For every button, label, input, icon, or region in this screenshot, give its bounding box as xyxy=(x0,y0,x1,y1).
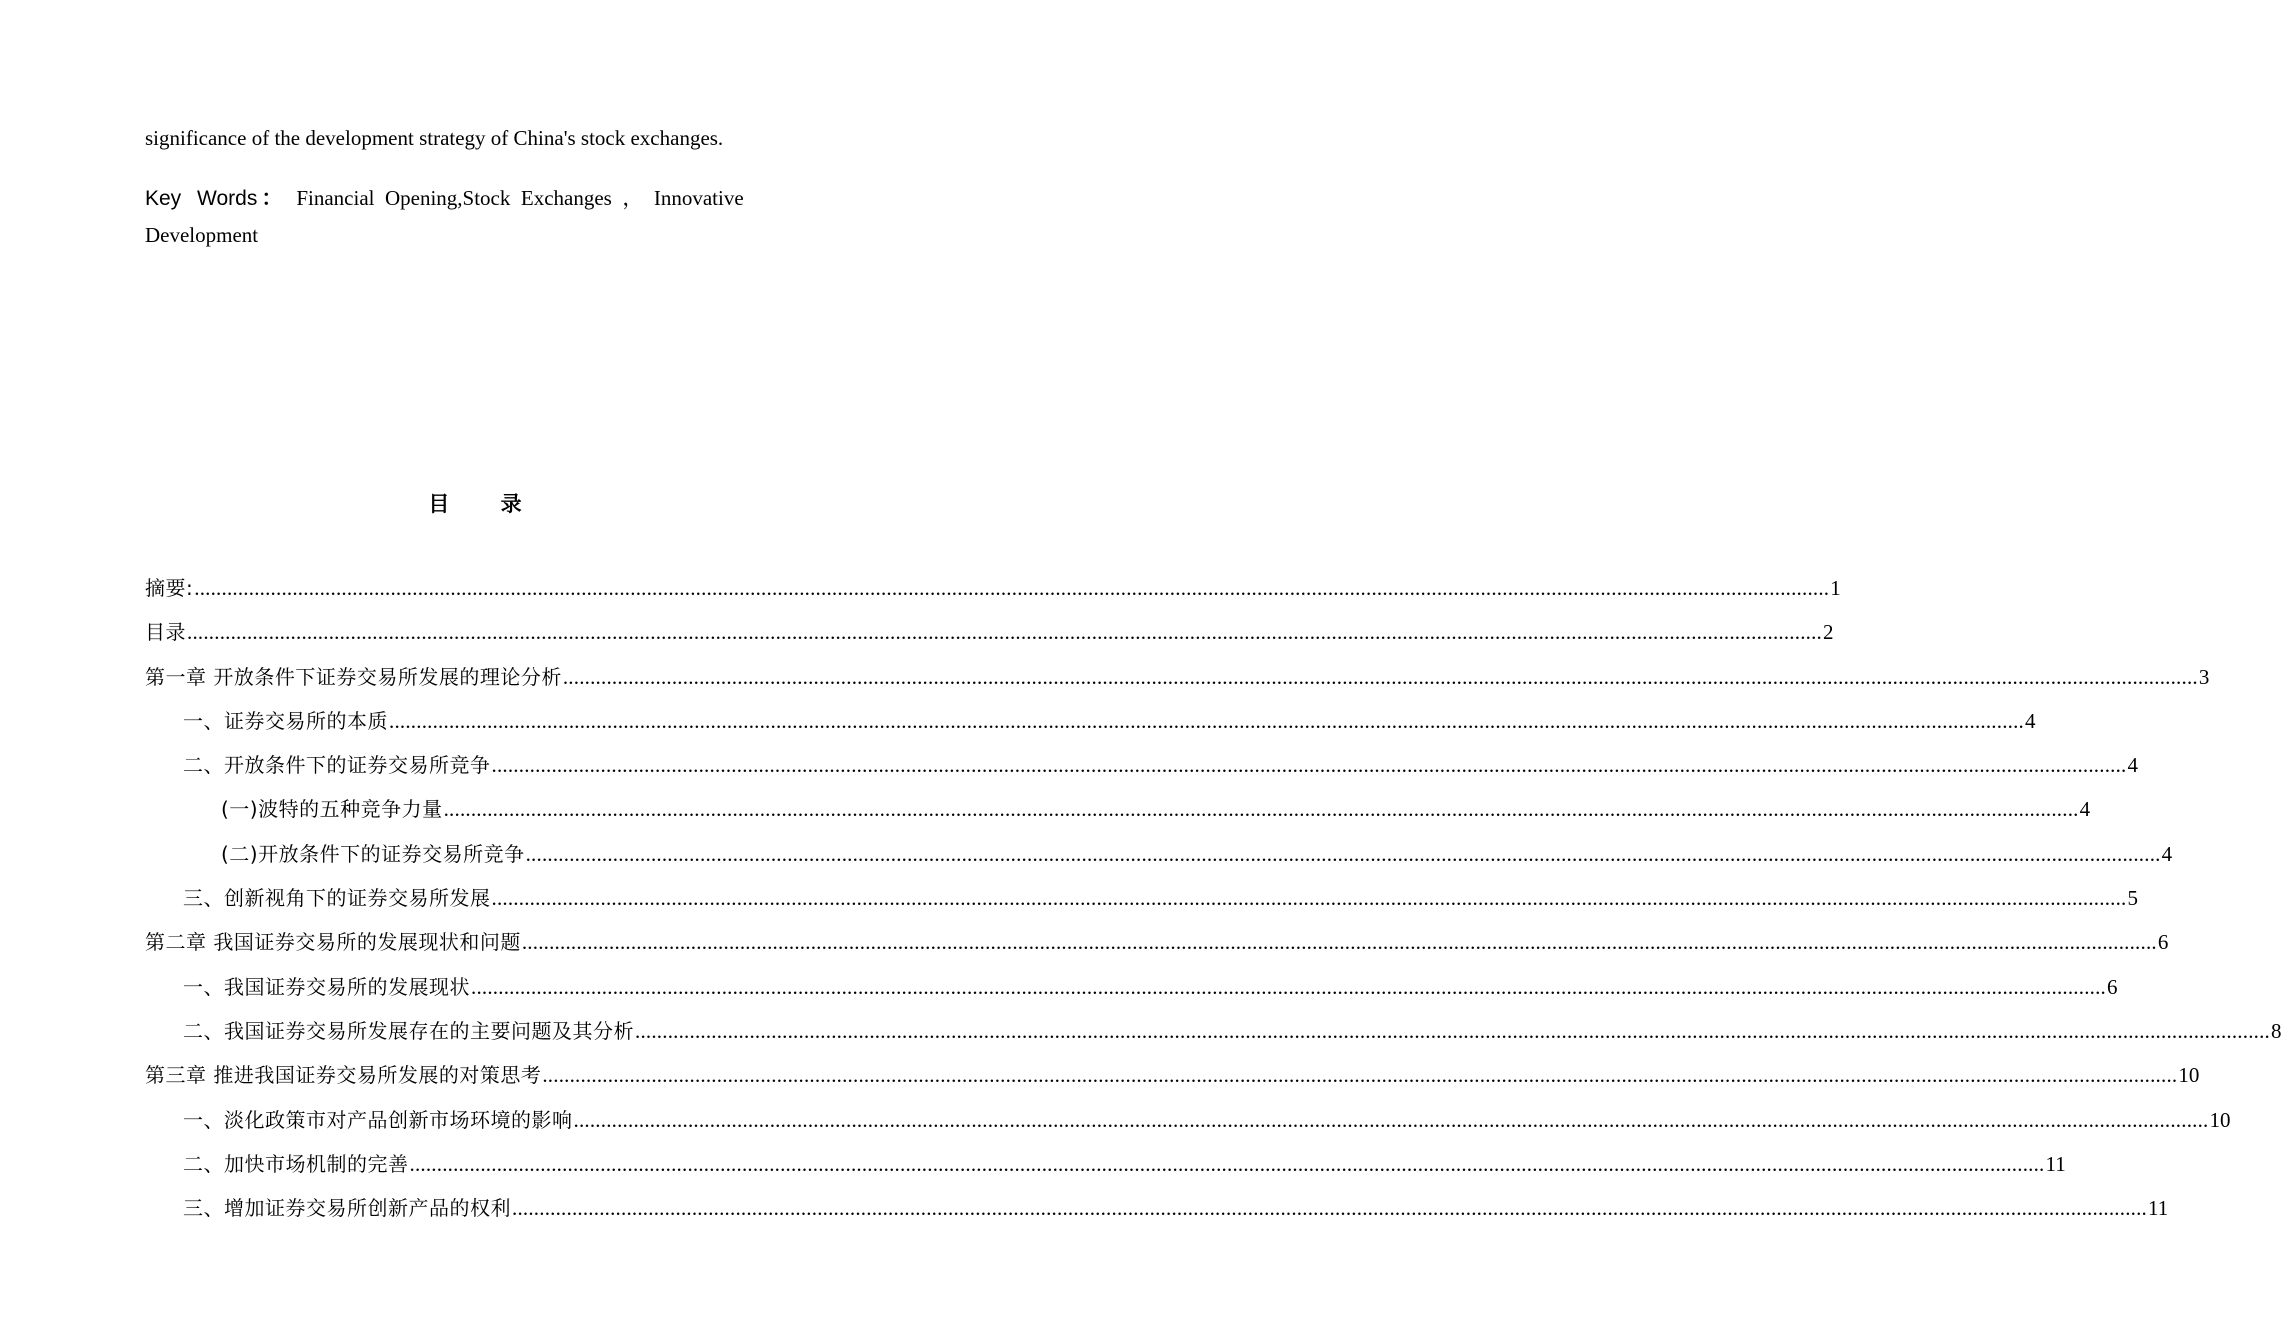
table-of-contents xyxy=(145,572,2282,1236)
toc-dot-leader: ............................................................................................................................................................................................................................................................................................................ xyxy=(573,1107,2209,1132)
keywords-line-1: Financial Opening,Stock Exchanges ， Innovative xyxy=(296,186,744,210)
toc-entry-page-number: 4 xyxy=(2127,753,2138,778)
toc-dot-leader: ............................................................................................................................................................................................................................................................................................................ xyxy=(525,841,2161,866)
keywords-label: Key Words xyxy=(145,187,258,210)
toc-dot-leader: ............................................................................................................................................................................................................................................................................................................ xyxy=(562,664,2198,689)
toc-entry-title: 第一章 开放条件下证券交易所发展的理论分析 xyxy=(145,664,562,689)
toc-entry-title: 三、创新视角下的证券交易所发展 xyxy=(183,886,491,911)
toc-entry[interactable] xyxy=(145,1104,2231,1148)
toc-entry[interactable] xyxy=(145,793,2091,837)
toc-entry[interactable] xyxy=(145,572,1841,616)
keywords-colon: ： xyxy=(261,187,283,210)
toc-entry-page-number: 1 xyxy=(1830,576,1841,600)
toc-entry[interactable] xyxy=(145,1148,2066,1192)
keywords-line-2: Development xyxy=(145,223,259,247)
toc-entry[interactable] xyxy=(145,971,2118,1015)
toc-dot-leader: ............................................................................................................................................................................................................................................................................................................ xyxy=(491,753,2127,778)
toc-entry[interactable] xyxy=(145,661,2210,705)
toc-entry-title: 摘要: xyxy=(145,576,194,600)
toc-entry-page-number: 4 xyxy=(2025,708,2036,733)
toc-dot-leader: ............................................................................................................................................................................................................................................................................................................ xyxy=(409,1151,2045,1176)
toc-entry-page-number: 3 xyxy=(2198,664,2210,689)
toc-entry-page-number: 11 xyxy=(2148,1196,2169,1221)
toc-entry[interactable] xyxy=(145,1015,2282,1059)
toc-entry-title: 二、开放条件下的证券交易所竞争 xyxy=(183,753,491,778)
toc-entry-title: 一、我国证券交易所的发展现状 xyxy=(183,974,470,999)
toc-entry-title: 第三章 推进我国证券交易所发展的对策思考 xyxy=(145,1063,542,1088)
toc-entry[interactable] xyxy=(145,882,2138,926)
toc-entry-title: (一)波特的五种竞争力量 xyxy=(221,797,443,822)
toc-entry-page-number: 4 xyxy=(2079,797,2091,822)
toc-entry[interactable] xyxy=(145,705,2036,749)
toc-dot-leader: ............................................................................................................................................................................................................................................................................................................ xyxy=(512,1196,2147,1221)
toc-entry-title: 第二章 我国证券交易所的发展现状和问题 xyxy=(145,930,521,955)
toc-entry-page-number: 5 xyxy=(2127,886,2138,911)
toc-entry[interactable] xyxy=(145,838,2173,882)
toc-entry[interactable] xyxy=(145,616,1834,660)
toc-entry-page-number: 10 xyxy=(2209,1107,2231,1132)
toc-entry-title: 二、加快市场机制的完善 xyxy=(183,1151,409,1176)
toc-dot-leader: ............................................................................................................................................................................................................................................................................................................ xyxy=(471,974,2106,999)
toc-dot-leader: ............................................................................................................................................................................................................................................................................................................ xyxy=(389,708,2024,733)
abstract-last-line: significance of the development strategy of China's stock exchanges. xyxy=(145,126,724,150)
toc-entry-title: 目录 xyxy=(145,620,186,645)
toc-entry-page-number: 4 xyxy=(2161,841,2173,866)
toc-entry-page-number: 10 xyxy=(2178,1063,2200,1088)
toc-dot-leader: ............................................................................................................................................................................................................................................................................................................ xyxy=(542,1063,2178,1088)
toc-entry-title: 二、我国证券交易所发展存在的主要问题及其分析 xyxy=(183,1018,634,1043)
toc-dot-leader: ............................................................................................................................................................................................................................................................................................................ xyxy=(194,576,1830,600)
toc-dot-leader: ............................................................................................................................................................................................................................................................................................................ xyxy=(187,620,1822,645)
toc-entry-page-number: 8 xyxy=(2271,1018,2282,1043)
toc-dot-leader: ............................................................................................................................................................................................................................................................................................................ xyxy=(635,1018,2270,1043)
toc-dot-leader: ............................................................................................................................................................................................................................................................................................................ xyxy=(491,886,2127,911)
toc-entry[interactable] xyxy=(145,749,2138,793)
toc-entry-page-number: 6 xyxy=(2157,930,2169,955)
toc-entry[interactable] xyxy=(145,926,2169,970)
toc-entry-title: 三、增加证券交易所创新产品的权利 xyxy=(183,1196,511,1221)
toc-entry[interactable] xyxy=(145,1059,2200,1103)
toc-entry-page-number: 6 xyxy=(2107,974,2118,999)
toc-title: 目 录 xyxy=(428,492,544,516)
toc-dot-leader: ............................................................................................................................................................................................................................................................................................................ xyxy=(443,797,2079,822)
toc-dot-leader: ............................................................................................................................................................................................................................................................................................................ xyxy=(521,930,2157,955)
toc-entry-title: (二)开放条件下的证券交易所竞争 xyxy=(221,841,525,866)
toc-entry-title: 一、淡化政策市对产品创新市场环境的影响 xyxy=(183,1107,573,1132)
toc-entry-title: 一、证券交易所的本质 xyxy=(183,708,388,733)
toc-entry[interactable] xyxy=(145,1192,2169,1236)
toc-entry-page-number: 11 xyxy=(2045,1151,2066,1176)
toc-entry-page-number: 2 xyxy=(1823,620,1834,645)
keywords-paragraph xyxy=(145,180,807,254)
